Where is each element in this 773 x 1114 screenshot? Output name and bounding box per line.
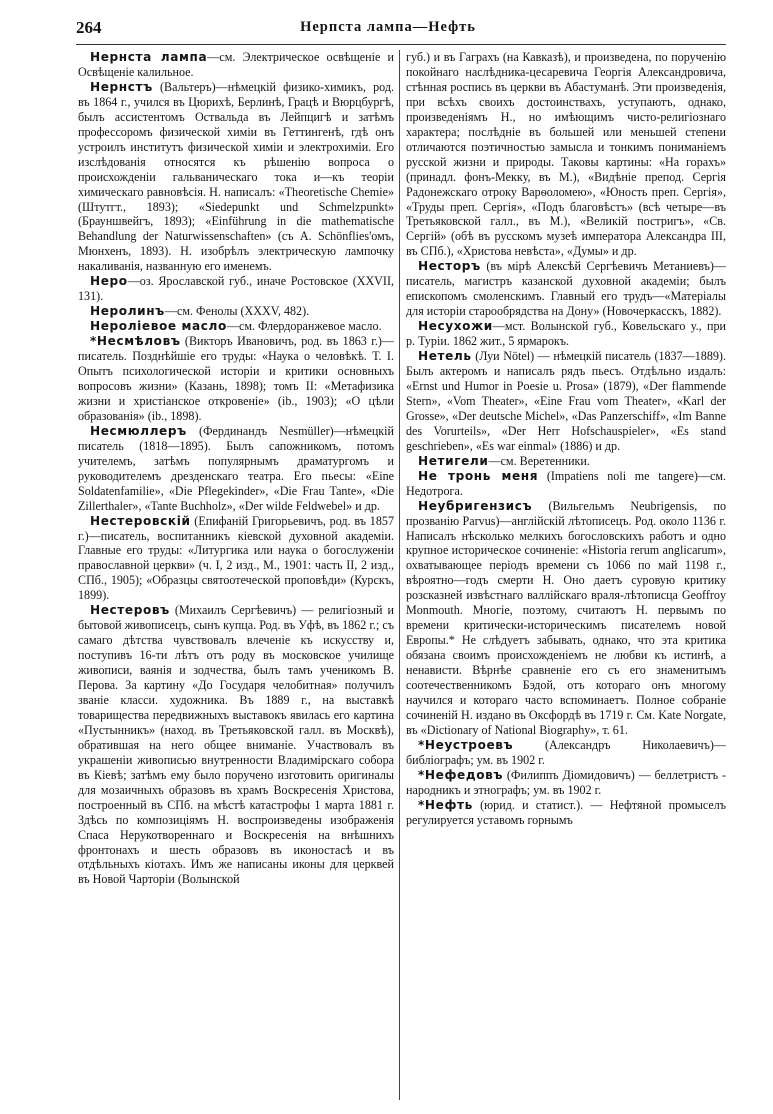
entry-text: (въ мірѣ Алексѣй Сергѣевичъ Метаниевъ)—писатель, магистръ казанской духовной академіи; былъ епископомъ смоленскимъ. Главный его трудъ—«Матеріалы для исторіи старообрядства на Дону» (Новочеркасскъ, 1882). xyxy=(406,259,726,319)
entry-text: (Александръ Николаевичъ)—библіографъ; ум. въ 1902 г. xyxy=(406,737,726,767)
entry-headword: Неубригензисъ xyxy=(418,498,533,513)
article-entry xyxy=(78,50,394,80)
entry-text: —мст. Волынской губ., Ковельскаго у., при р. Туріи. 1862 жит., 5 ярмарокъ. xyxy=(406,319,726,349)
entry-text: (Фердинандъ Nesmüller)—нѣмецкій писатель (1818—1895). Былъ сапожникомъ, потомъ учителемъ, затѣмъ популярнымъ драматургомъ и руководителемъ дрезденскаго театра. Его пьесы: «Eine Soldatenfamilie», «Die Pflegekinder», «Die Frau Tante», «Die Zillerthaler», «Tante Buchholz», «Der wilde Feldwebel» и др. xyxy=(78,423,394,513)
article-entry xyxy=(406,499,726,738)
entry-headword: *Неустроевъ xyxy=(418,737,514,752)
page-number: 264 xyxy=(76,18,102,37)
entry-headword: Не тронь меня xyxy=(418,468,539,483)
entry-headword: Нероліевое масло xyxy=(90,319,227,334)
entry-text: —см. Веретенники. xyxy=(488,453,590,468)
entry-headword: Неро xyxy=(90,274,128,289)
entry-text: (Вильгельмъ Neubrigensis, по прозванію Parvus)—англійскій лѣтописецъ. Род. около 1136 г. Написалъ нѣсколько мелкихъ богословскихъ работъ и одно крупное историческое сочиненіе: «Historia rerum anglicarum», охватывающее періодъ времени съ 1066 по май 1198 г., вѣроятно—годъ смерти Н. Оно даетъ суровую критику розсказней извѣстнаго валлійскаго враля-лѣтописца Geoffroy Monmouth. Многіе, поэтому, считаютъ Н. первымъ по времени критически-историческимъ писателемъ новой Европы.* Не слѣдуетъ забывать, однако, что эта критика обязана своимъ происхожденіемъ не любви къ истинѣ, а ненависти. Вѣрнѣе сравненіе его съ его знаменитымъ соотечественникомъ Бэдой, отъ котораго онъ многому научился и котораго часто вспоминаетъ. Полное собраніе сочиненій Н. издано въ Оксфордѣ въ 1719 г. См. Kate Norgate, въ «Dictionary of National Biography», т. 61. xyxy=(406,498,726,737)
right-column xyxy=(406,50,726,1105)
article-entry xyxy=(406,738,726,768)
article-entry xyxy=(78,319,394,334)
left-column xyxy=(78,50,394,1105)
entry-headword: Нетигели xyxy=(418,453,489,468)
article-entry xyxy=(406,768,726,798)
entry-headword: Неролинъ xyxy=(90,304,165,319)
entry-text: (Викторъ Ивановичъ, род. въ 1863 г.)—писатель. Позднѣйшіе его труды: «Наука о человѣкѣ. Т. I. Опытъ психологической исторіи и критики основныхъ вопросовъ жизни» (Казань, 1898); томъ II: «Метафизика жизни и христіанское откровеніе» (ib., 1903); «О цѣли образованія» (ib., 1898). xyxy=(78,334,394,423)
article-entry xyxy=(78,603,394,887)
entry-text: —см. Фенолы (XXXV, 482). xyxy=(164,304,310,319)
article-entry xyxy=(78,304,394,319)
article-entry xyxy=(406,319,726,349)
entry-text: (Вальтеръ)—нѣмецкій физико-химикъ, род. въ 1864 г., учился въ Цюрихѣ, Берлинѣ, Грацѣ и Вюрцбургѣ, былъ ассистентомъ Оствальда въ Лейпцигѣ и затѣмъ профессоромъ физической химіи въ Геттингенѣ, гдѣ онъ устроилъ институтъ физической химіи и электрохиміи. Его изслѣдованія относятся къ рѣшенію вопроса о происхожденіи гальваническаго тока и—къ теоріи химическаго равновѣсія. Н. написалъ: «Theoretische Chemie» (Штутгт., 1893); «Siedepunkt und Schmelzpunkt» (Брауншвейгъ, 1893); «Einführung in die mathematische Behandlung der Naturwissenschaften» (съ A. Schönflies'омъ, Мюнхенъ, 1893). Н. изобрѣлъ электрическую лампочку накаливанія, названную его именемъ. xyxy=(78,79,394,274)
entry-text: (Филиппъ Діомидовичъ) — беллетристъ - народникъ и этнографъ; ум. въ 1902 г. xyxy=(406,767,726,797)
entry-text: (Михаилъ Сергѣевичъ) — религіозный и бытовой живописецъ, сынъ купца. Род. въ Уфѣ, въ 1862 г.; съ самаго дѣтства чувствовалъ влеченіе къ искусству и, поступивъ 16-ти лѣтъ отъ роду въ московское училище живописи, ваянія и зодчества, былъ тамъ ученикомъ В. Перова. За картину «До Государя челобитная» получилъ званіе класси. художника. Въ 1889 г., на выставкѣ товарищества передвижныхъ выставокъ явилась его картина «Пустынникъ» (наход. въ Третьяковской галл. въ Москвѣ), обратившая на него общее вниманіе. Участвовалъ въ украшеніи живописью внутренности Владимірскаго собора въ Кіевѣ; затѣмъ ему было поручено изготовить оригиналы для мозаичныхъ образовъ въ храмъ Воскресенія Христова, построенный въ СПб. на мѣстѣ катастрофы 1 марта 1881 г. Здѣсь по композиціямъ Н. воспроизведены изображенія Спаса Нерукотвореннаго и Воскресенія на внѣшнихъ фронтонахъ и шесть образовъ въ иконостасѣ и въ отдѣльныхъ кіотахъ. Имъ же написаны иконы для церквей въ Новой Чарторіи (Волынской xyxy=(78,603,394,887)
entry-text: —см. Флердоранжевое масло. xyxy=(226,319,382,334)
article-entry xyxy=(406,259,726,319)
running-title: Нерпста лампа—Нефть xyxy=(300,19,476,35)
article-entry xyxy=(78,334,394,424)
entry-headword: Нернста лампа xyxy=(90,50,208,64)
article-entry xyxy=(406,454,726,469)
article-entry xyxy=(78,80,394,274)
entry-headword: Несмюллеръ xyxy=(90,423,187,438)
entry-headword: Несухожи xyxy=(418,319,493,334)
article-entry xyxy=(406,349,726,454)
entry-text: —оз. Ярославской губ., иначе Ростовское (XXVII, 131). xyxy=(78,274,394,304)
entry-text: (юрид. и статист.). — Нефтяной промыселъ регулируется уставомъ горнымъ xyxy=(406,797,726,827)
column-divider xyxy=(399,50,400,1100)
article-entry xyxy=(78,424,394,514)
entry-text: губ.) и въ Гаграхъ (на Кавказѣ), и произведена, по порученію покойнаго наслѣдника-цесаревича Георгія Александровича, стѣнная роспись въ церкви въ Абастуманѣ. Эти произведенія, при всѣхъ своихъ достоинствахъ, уступаютъ, однако, произведеніямъ Н., но имѣющимъ чисто-религіознаго характера; послѣдніе въ большей или меньшей степени отличаются поэтичностью замысла и тонкимъ пониманіемъ русской жизни и природы. Таковы картины: «На горахъ» (принадл. фонъ-Мекку, въ М.), «Видѣніе препод. Сергія Радонежскаго отроку Варѳоломею», «Юность преп. Сергія», «Труды преп. Сергія», «Подъ благовѣстъ» (всѣ четыре—въ Третьяковской галл., въ М.), «Великій постригъ», «Св. Сергій» (обѣ въ русскомъ музеѣ императора Александра III, въ СПб.), «Христова невѣста», «Думы» и др. xyxy=(406,50,726,259)
entry-text: (Impatiens noli me tangere)—см. Недотрога. xyxy=(406,468,726,498)
page-header xyxy=(58,16,718,42)
entry-headword: Несторъ xyxy=(418,259,481,274)
entry-headword: Нестеровъ xyxy=(90,603,170,618)
entry-headword: *Несмѣловъ xyxy=(90,334,181,349)
entry-headword: Нетель xyxy=(418,349,472,364)
article-entry xyxy=(406,469,726,499)
entry-headword: Нестеровскій xyxy=(90,513,191,528)
article-entry xyxy=(78,274,394,304)
entry-headword: *Нефть xyxy=(418,797,473,812)
entry-text: (Епифаній Григорьевичъ, род. въ 1857 г.)—писатель, воспитанникъ кіевской духовной академіи. Главные его труды: «Литургика или наука о богослуженіи православной церкви» (ч. I, 2 изд., М., 1901: часть II, 2 изд., СПб., 1905); «Образцы святоотеческой проповѣди» (Курскъ, 1899). xyxy=(78,513,394,603)
entry-headword: *Нефедовъ xyxy=(418,767,504,782)
entry-headword: Нернстъ xyxy=(90,79,153,94)
article-entry xyxy=(406,50,726,259)
article-entry xyxy=(406,798,726,828)
entry-text: —см. Электрическое освѣщеніе и Освѣщеніе калильное. xyxy=(78,50,394,79)
header-rule xyxy=(76,44,726,45)
entry-text: (Луи Nötel) — нѣмецкій писатель (1837—1889). Былъ актеромъ и написалъ рядъ пьесъ. Отдѣльно издалъ: «Ernst und Humor in Poesie u. Prosa» (1879), «Der flammende Stern», «Vom Theater», «Eine Frau vom Theater», «Karl der Grosse», «Der deutsche Michel», «Das Panzerschiff», «Im Banne des Vorurteils», «Der Herr Hofschauspieler», «Es stand geschrieben», «Es war einmal» (1886) и др. xyxy=(406,349,726,453)
article-entry xyxy=(78,514,394,604)
